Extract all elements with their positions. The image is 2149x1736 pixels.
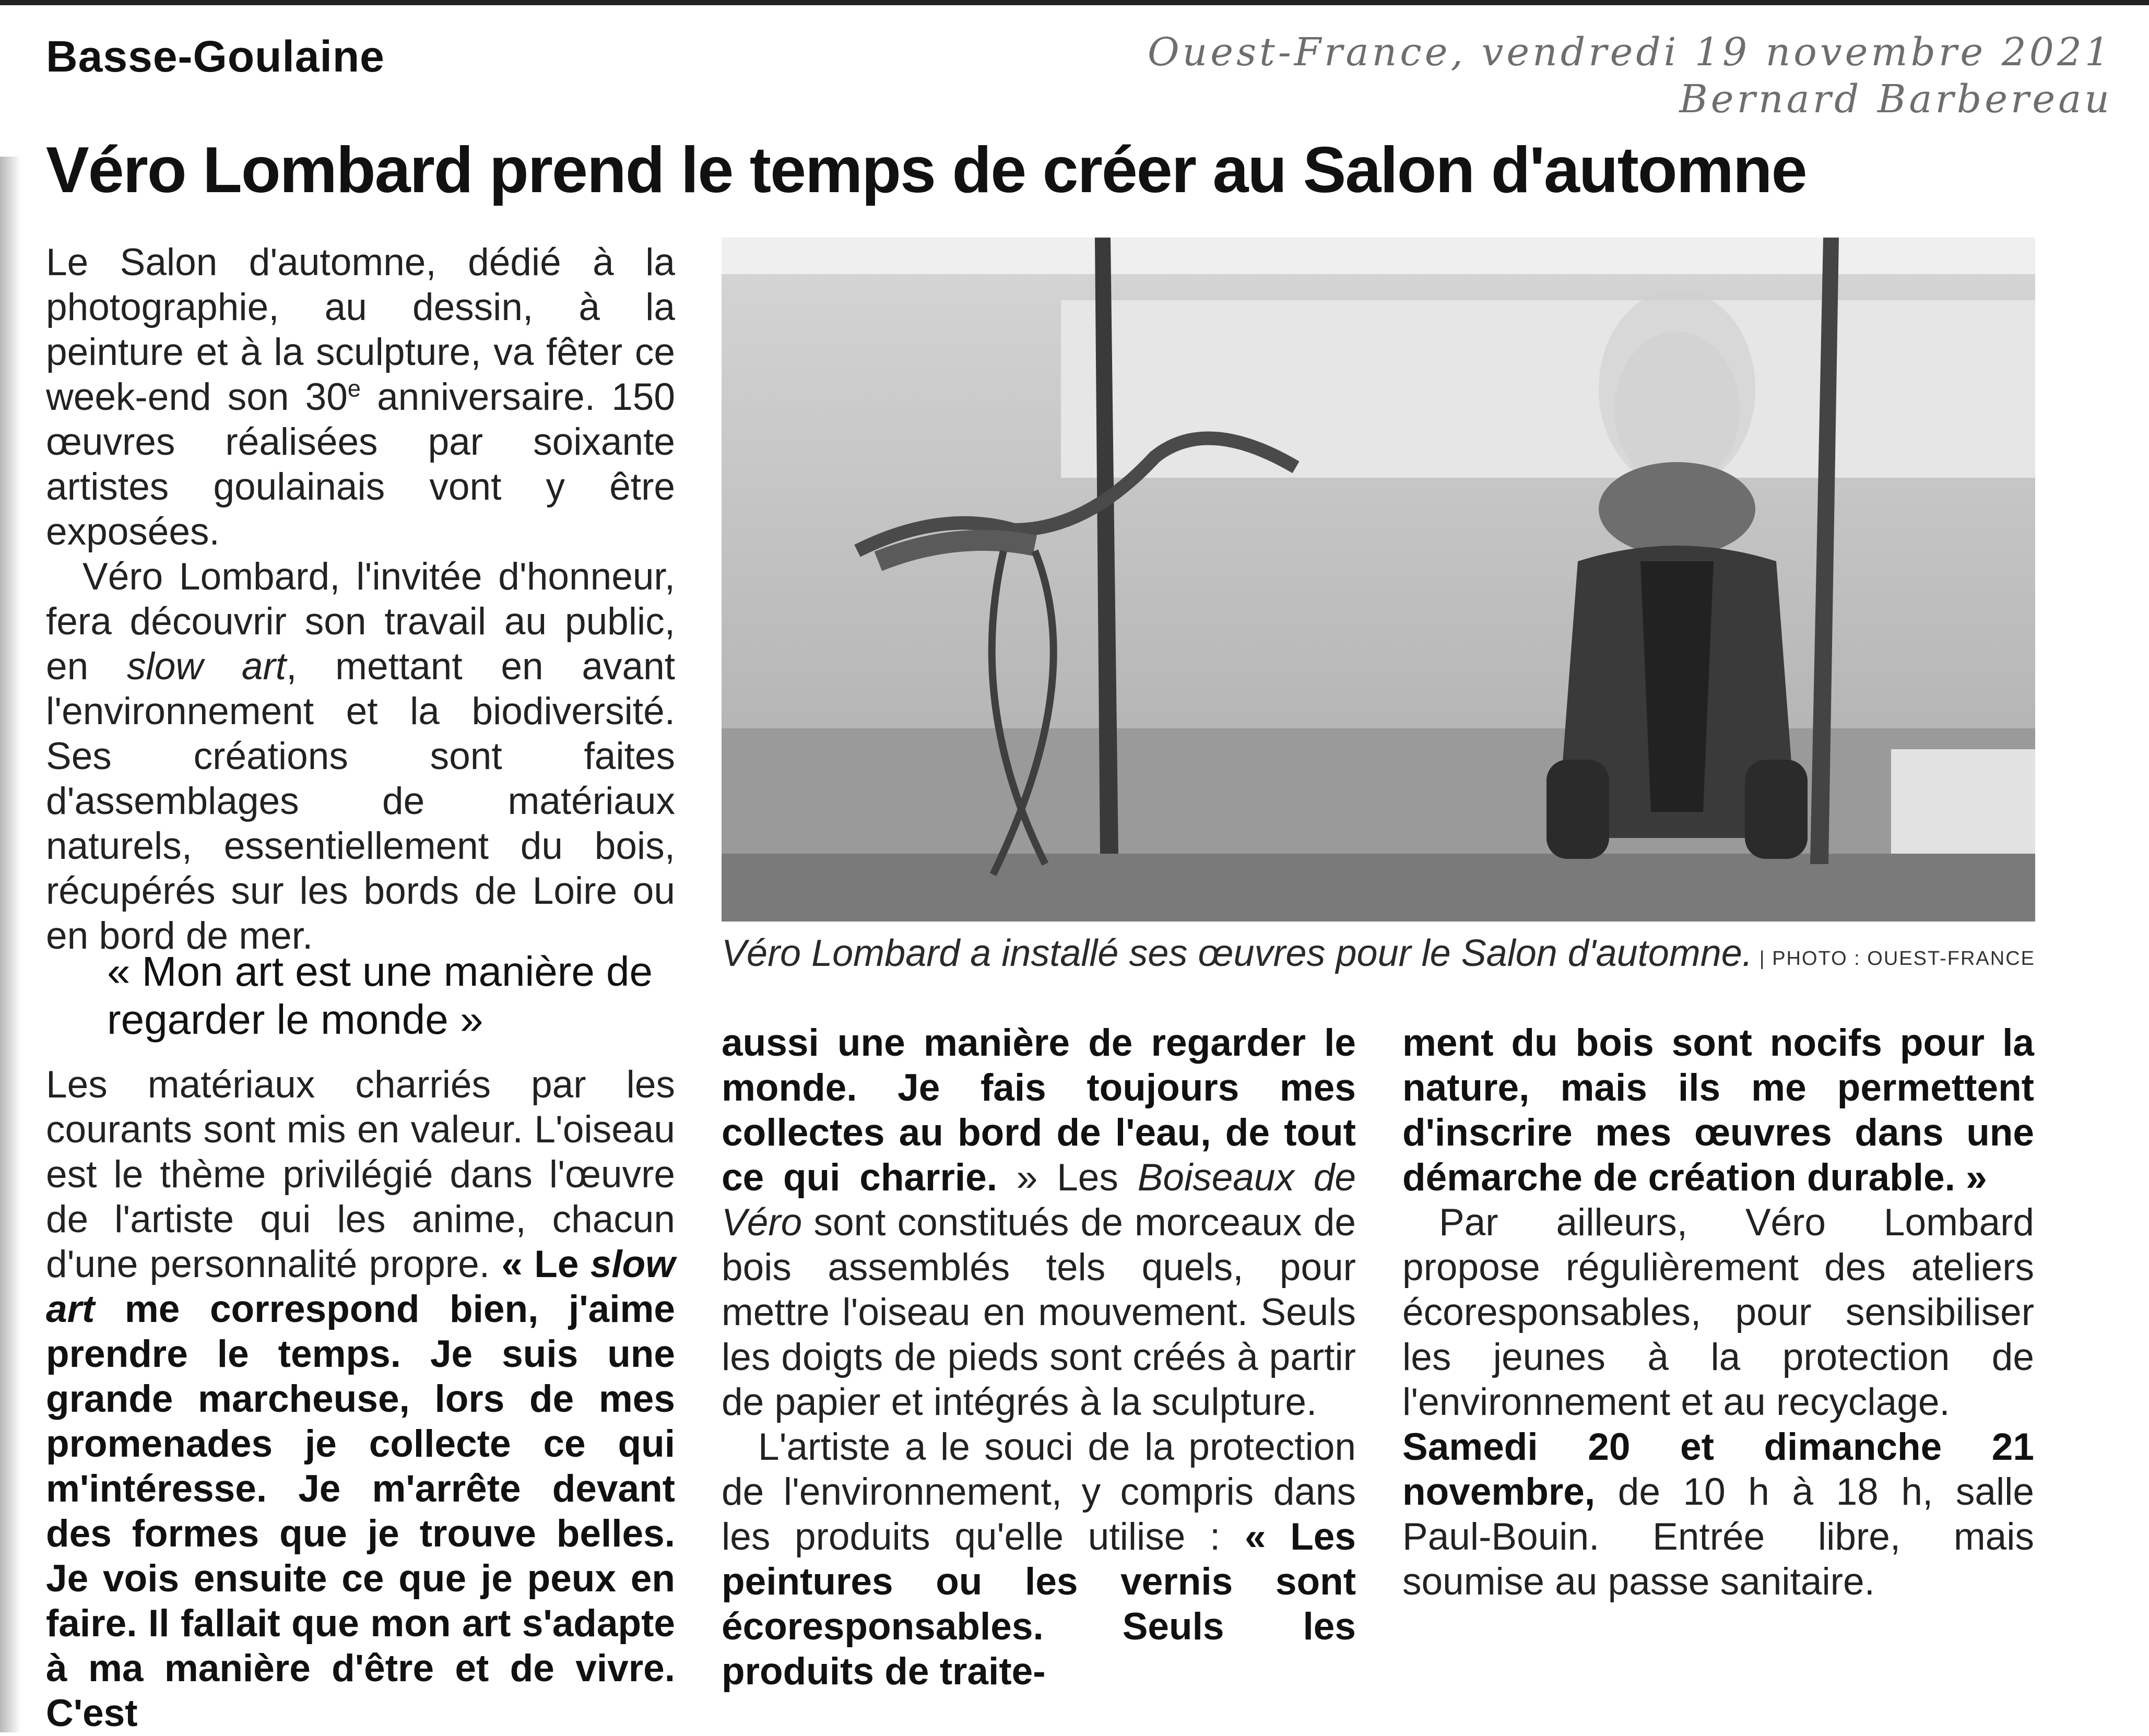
article-photo	[722, 238, 2035, 922]
body-paragraph-1: Les matériaux charriés par les courants sont mis en valeur. L'oiseau est le thème privilégié dans l'œuvre de l'artiste qui les anime, chacun d'une personnalité propre. « Le slow art me correspond bien, j'aime prendre le temps. Je suis une grande marcheuse, lors de mes promenades je collecte ce qui m'intéresse. Je m'arrête devant des formes que je trouve belles. Je vois ensuite ce que je peux en faire. Il fallait que mon art s'adapte à ma manière d'être et de vivre. C'est	[46, 1064, 675, 1734]
top-rule	[0, 0, 2149, 5]
photo-credit: | PHOTO : OUEST-FRANCE	[1759, 948, 2035, 970]
handwritten-annotation	[1148, 29, 2112, 123]
headline: Véro Lombard prend le temps de créer au Salon d'automne	[46, 134, 1806, 206]
body-paragraph-2: aussi une manière de regarder le monde. Je fais toujours mes collectes au bord de l'eau, de tout ce qui charrie. » Les Boiseaux de Véro sont constitués de morceaux de bois assemblés tels quels, pour mettre l'oiseau en mouvement. Seuls les doigts de pieds sont créés à partir de papier et intégrés à la sculpture.	[722, 1022, 1356, 1423]
body-paragraph-3: L'artiste a le souci de la protection de l'environnement, y compris dans les produits qu'elle utilise : « Les peintures ou les vernis sont écoresponsables. Seuls les produits de traite-	[722, 1426, 1356, 1693]
subheading: « Mon art est une manière de regarder le monde »	[107, 948, 653, 1043]
body-paragraph-4: ment du bois sont nocifs pour la nature, mais ils me permettent d'inscrire mes œuvres dans une démarche de création durable. »	[1402, 1022, 2034, 1199]
body-column-3	[1402, 1021, 2034, 1604]
author-note: Bernard Barbereau	[1679, 77, 2112, 122]
practical-info: Samedi 20 et dimanche 21 novembre, de 10 h à 18 h, salle Paul-Bouin. Entrée libre, mais soumise au passe sanitaire.	[1402, 1426, 2034, 1603]
source-note: Ouest-France, vendredi 19 novembre 2021	[1147, 30, 2112, 75]
locality-kicker: Basse-Goulaine	[46, 32, 385, 81]
photo-illustration	[722, 238, 2035, 922]
intro-column	[46, 240, 675, 959]
body-column-2	[722, 1021, 1356, 1694]
photo-caption: Véro Lombard a installé ses œuvres pour le Salon d'automne.	[722, 932, 1753, 974]
intro-paragraph-1: Le Salon d'automne, dédié à la photographie, au dessin, à la peinture et à la sculpture, va fêter ce week-end son 30e anniversaire. 150 œuvres réalisées par soixante artistes goulainais vont y être exposées.	[46, 241, 675, 553]
scan-shadow	[0, 157, 21, 1732]
body-column-1	[46, 1062, 675, 1736]
intro-paragraph-2: Véro Lombard, l'invitée d'honneur, fera découvrir son travail au public, en slow art, mettant en avant l'environnement et la biodiversité. Ses créations sont faites d'assemblages de matériaux naturels, essentiellement du bois, récupérés sur les bords de Loire ou en bord de mer.	[46, 556, 676, 957]
body-paragraph-5: Par ailleurs, Véro Lombard propose régulièrement des ateliers écoresponsables, pour sensibiliser les jeunes à la protection de l'environnement et au recyclage.	[1402, 1201, 2034, 1423]
